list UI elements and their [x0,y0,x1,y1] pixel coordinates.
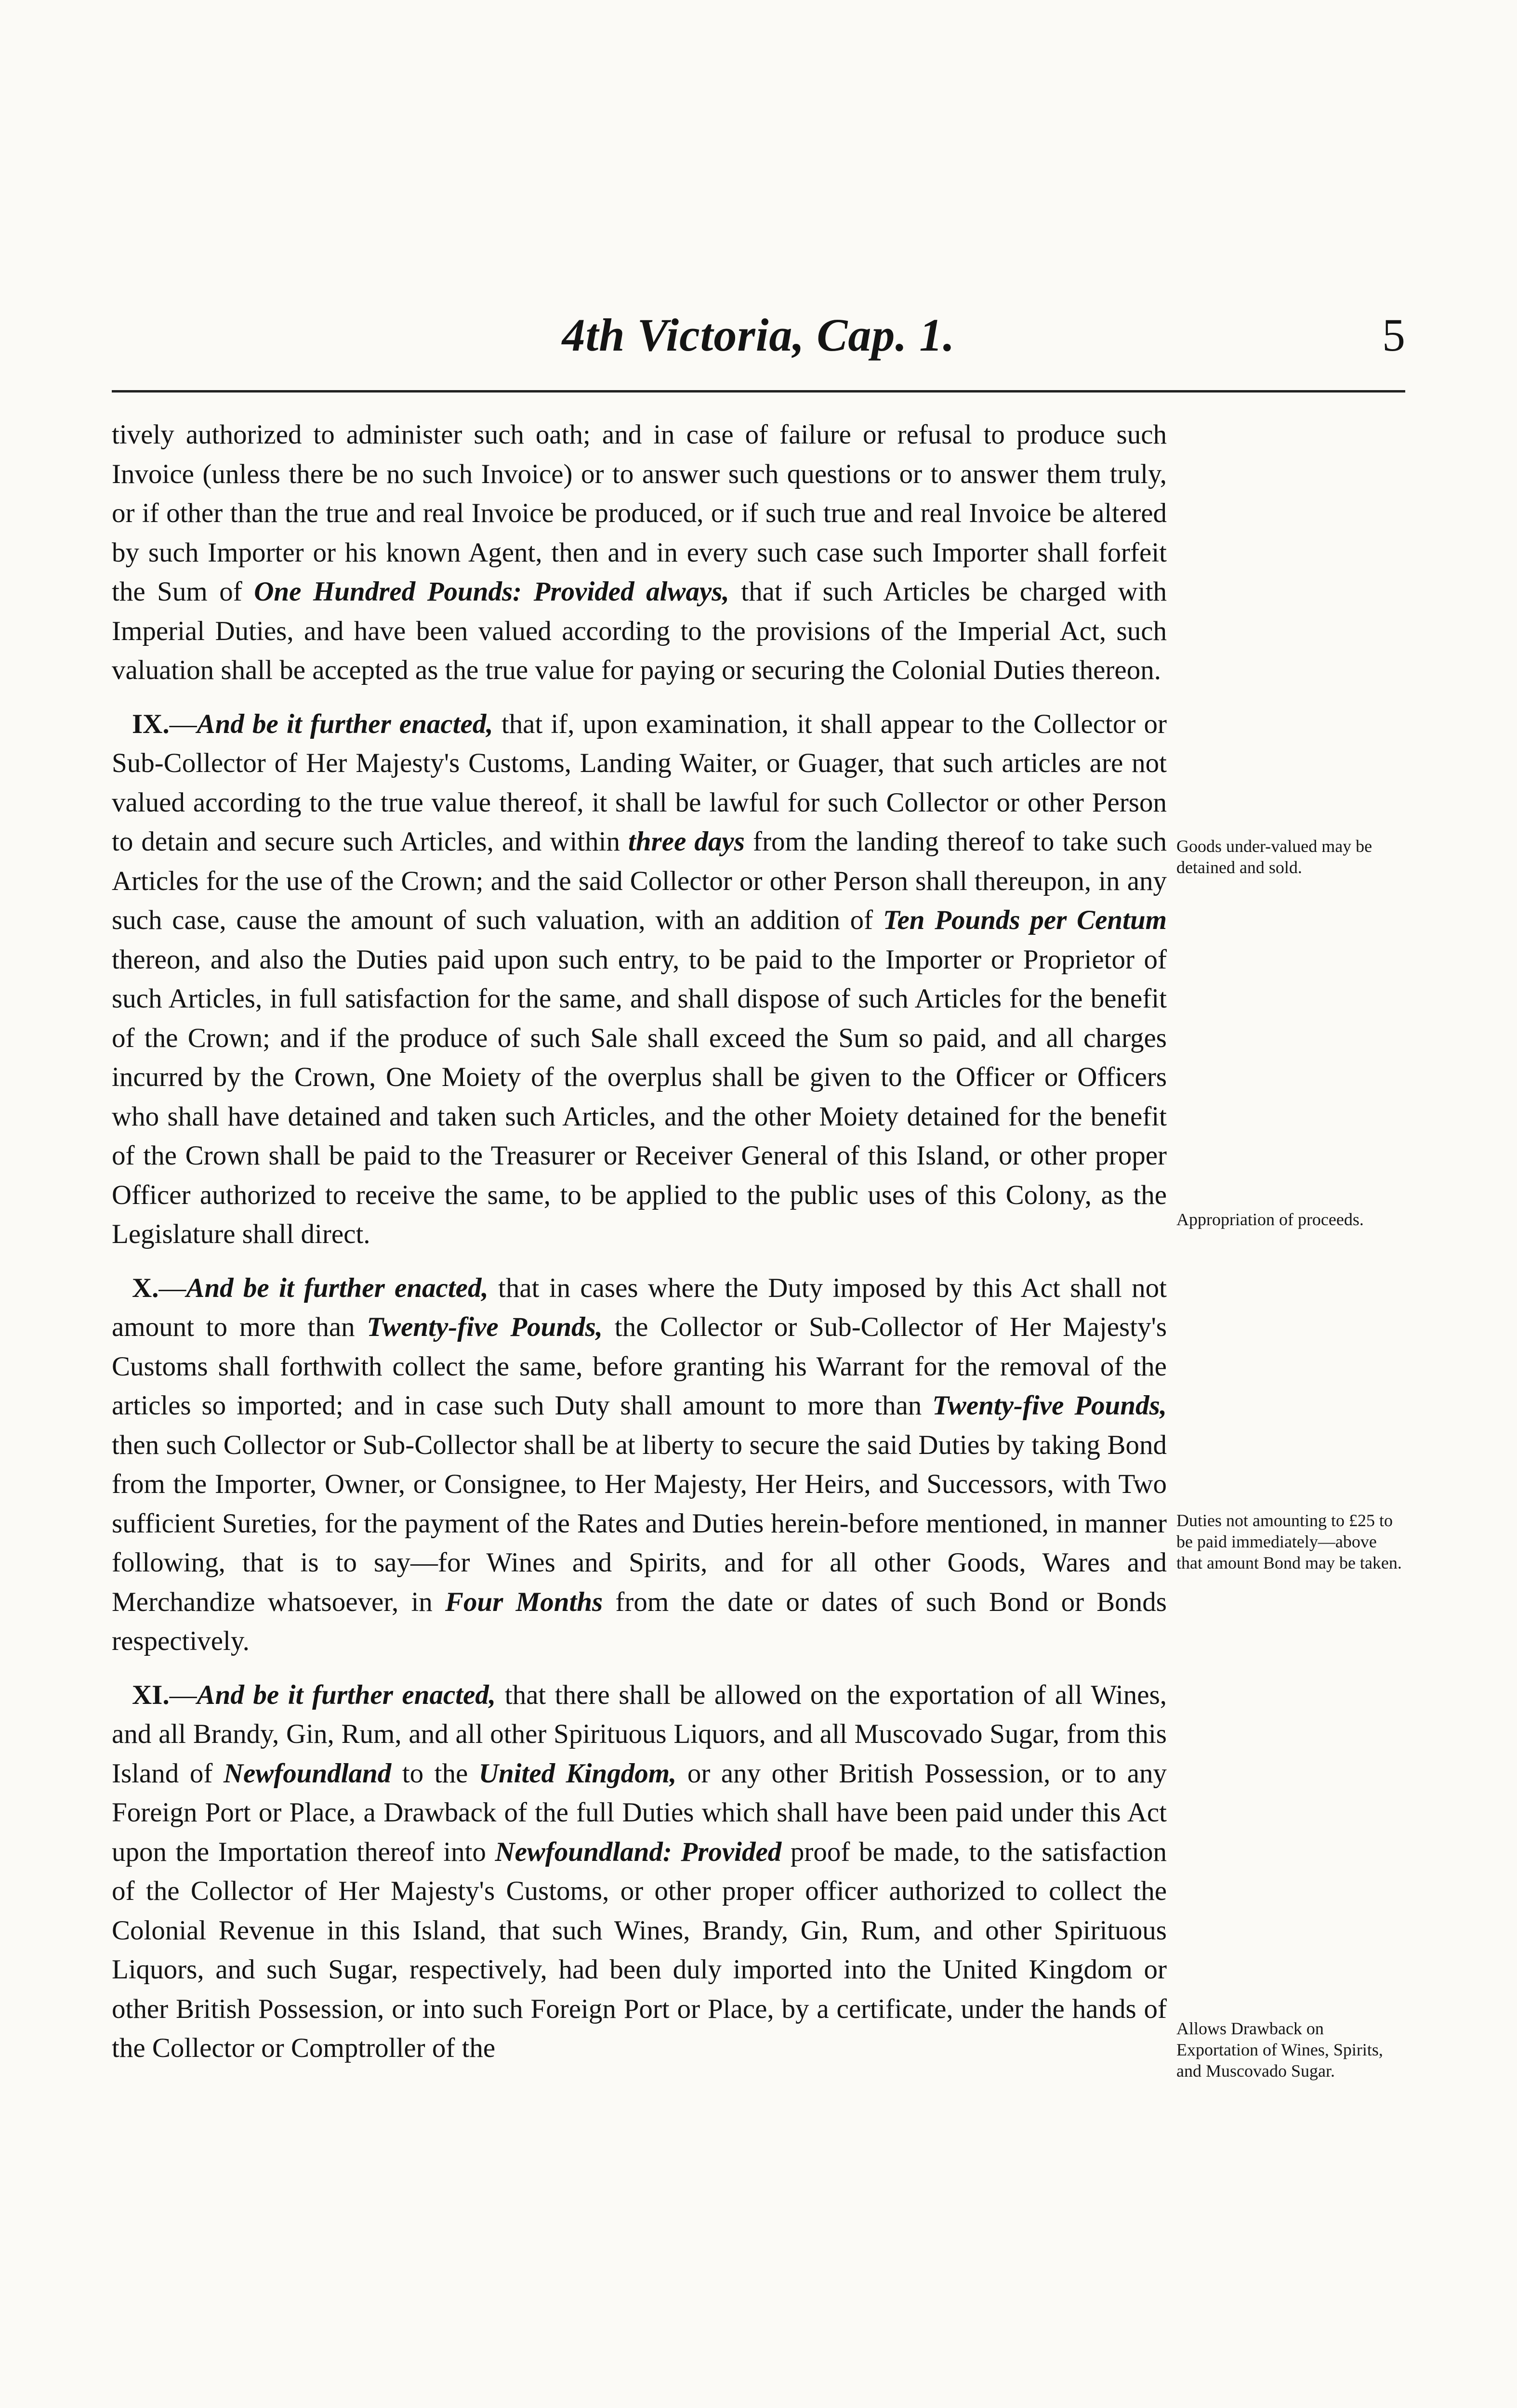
marginal-note-appropriation: Appropriation of proceeds. [1176,1210,1364,1229]
section-x [112,1269,1167,1661]
running-title: 4th Victoria, Cap. 1. [562,309,955,361]
marginal-note-goods-undervalued: Goods under-valued may be detained and sold. [1176,837,1372,877]
paragraph-continuation [112,415,1167,690]
paragraph-text: —And be it further enacted, that in cases where the Duty imposed by this Act shall not amount to more than Twenty-five Pounds, the Collector or Sub-Collector of Her Majesty's Customs shall forthwith collect the same, before granting his Warrant for the removal of the articles so imported; and in case such Duty shall amount to more than Twenty-five Pounds, then such Collector or Sub-Collector shall be at liberty to secure the said Duties by taking Bond from the Importer, Owner, or Consignee, to Her Majesty, Her Heirs, and Successors, with Two sufficient Sureties, for the payment of the Rates and Duties herein-before mentioned, in manner following, that is to say—for Wines and Spirits, and for all other Goods, Wares and Merchandize whatsoever, in Four Months from the date or dates of such Bond or Bonds respectively. [112,1272,1167,1656]
section-number: XI. [132,1679,170,1710]
section-xi [112,1675,1167,2068]
body-text [112,415,1167,2068]
page-header [112,308,1405,380]
header-rule [112,390,1405,393]
marginal-note-drawback: Allows Drawback on Exportation of Wines, Spirits, and Muscovado Sugar. [1176,2019,1383,2081]
section-ix [112,705,1167,1254]
section-number: IX. [132,708,170,739]
section-number: X. [132,1272,159,1303]
paragraph-text: —And be it further enacted, that if, upon examination, it shall appear to the Collector or Sub-Collector of Her Majesty's Customs, Landing Waiter, or Guager, that such articles are not valued according to the true value thereof, it shall be lawful for such Collector or other Person to detain and secure such Articles, and within three days from the landing thereof to take such Articles for the use of the Crown; and the said Collector or other Person shall thereupon, in any such case, cause the amount of such valuation, with an addition of Ten Pounds per Centum thereon, and also the Duties paid upon such entry, to be paid to the Importer or Proprietor of such Articles, in full satisfaction for the same, and shall dispose of such Articles for the benefit of the Crown; and if the produce of such Sale shall exceed the Sum so paid, and all charges incurred by the Crown, One Moiety of the overplus shall be given to the Officer or Officers who shall have detained and taken such Articles, and the other Moiety detained for the benefit of the Crown shall be paid to the Treasurer or Receiver General of this Island, or other proper Officer authorized to receive the same, to be applied to the public uses of this Colony, as the Legislature shall direct. [112,708,1167,1249]
page-number: 5 [1382,309,1405,361]
marginal-note-duties-bond: Duties not amounting to £25 to be paid immediately—above that amount Bond may be taken. [1176,1511,1402,1572]
paragraph-text: —And be it further enacted, that there shall be allowed on the exportation of all Wines, and all Brandy, Gin, Rum, and all other Spirituous Liquors, and all Muscovado Sugar, from this Island of Newfoundland to the United Kingdom, or any other British Possession, or to any Foreign Port or Place, a Drawback of the full Duties which shall have been paid under this Act upon the Importation thereof into Newfoundland: Provided proof be made, to the satisfaction of the Collector of Her Majesty's Customs, or other proper officer authorized to collect the Colonial Revenue in this Island, that such Wines, Brandy, Gin, Rum, and other Spirituous Liquors, and such Sugar, respectively, had been duly imported into the United Kingdom or other British Possession, or into such Foreign Port or Place, by a certificate, under the hands of the Collector or Comptroller of the [112,1679,1167,2063]
paragraph-text: tively authorized to administer such oath; and in case of failure or refusal to produce such Invoice (unless there be no such Invoice) or to answer such questions or to answer them truly, or if other than the true and real Invoice be produced, or if such true and real Invoice be altered by such Importer or his known Agent, then and in every such case such Importer shall forfeit the Sum of One Hundred Pounds: Provided always, that if such Articles be charged with Imperial Duties, and have been valued according to the provisions of the Imperial Act, such valuation shall be accepted as the true value for paying or securing the Colonial Duties thereon. [112,419,1167,685]
